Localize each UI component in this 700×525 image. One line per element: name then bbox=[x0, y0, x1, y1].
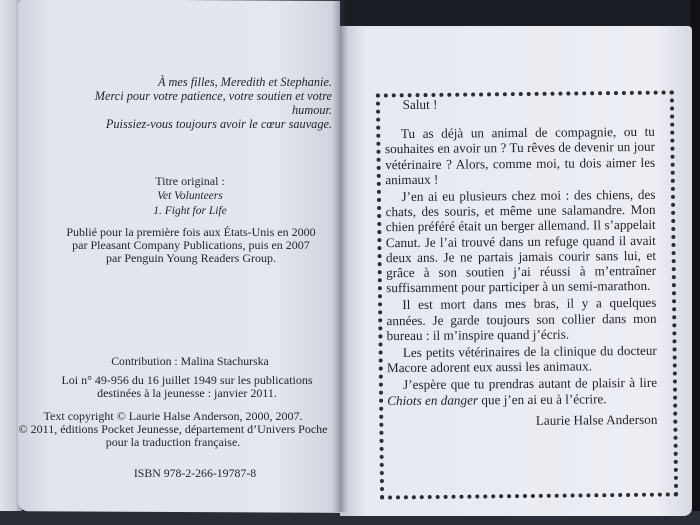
dedication bbox=[60, 75, 332, 131]
law-notice bbox=[42, 374, 332, 400]
letter-greeting: Salut ! bbox=[402, 96, 438, 113]
isbn: ISBN 978-2-266-19787-8 bbox=[133, 466, 257, 480]
letter-paragraph: Les petits vétérinaires de la clinique du docteur Macore adorent eux aussi les animaux. bbox=[386, 342, 657, 376]
publication-info bbox=[50, 226, 332, 265]
letter-paragraph: J’en ai eu plusieurs chez moi : des chiens, des chats, des souris, et même une salamandre. Mon chien préféré était un berger allemand. Il s’appelait Canut. Je l’ai trouvé dans un refuge quand il avait deux ans. Je ne partais jamais courir sans lui, et grâce à son soutien j’ai réussi à m’entraîner suffisamment pour participer à un semi-marathon. bbox=[385, 186, 657, 296]
dedication-line: Puissiez-vous toujours avoir le cœur sauvage. bbox=[105, 117, 332, 131]
letter-paragraph bbox=[387, 375, 657, 408]
original-title-label: Titre original : bbox=[155, 174, 225, 188]
original-book: 1. Fight for Life bbox=[153, 205, 227, 217]
dedication-line: Merci pour votre patience, votre soutien et votre humour. bbox=[94, 89, 332, 117]
copyright-line: pour la traduction française. bbox=[105, 435, 241, 449]
original-series: Vet Volunteers bbox=[157, 190, 223, 202]
copyright-line: Text copyright © Laurie Halse Anderson, 2000, 2007. bbox=[43, 409, 303, 423]
original-title bbox=[100, 174, 280, 219]
dedication-line: À mes filles, Meredith et Stephanie. bbox=[157, 75, 332, 89]
letter-paragraph: Tu as déjà un animal de compagnie, ou tu souhaites en avoir un ? Tu rêves de devenir un jour vétérinaire ? Alors, comme moi, tu dois aimer les animaux ! bbox=[384, 124, 656, 187]
book-title: Chiots en danger bbox=[387, 392, 479, 408]
contribution: Contribution : Malina Stachurska bbox=[111, 354, 269, 368]
publication-line: par Penguin Young Readers Group. bbox=[106, 251, 276, 265]
publication-line: par Pleasant Company Publications, puis en 2007 bbox=[72, 238, 310, 252]
copyright-line: © 2011, éditions Pocket Jeunesse, département d’Univers Poche bbox=[18, 422, 328, 436]
letter-paragraph: Il est mort dans mes bras, il y a quelques années. Je garde toujours son collier dans mon bureau : il m’inspire quand j’écris. bbox=[386, 295, 657, 344]
author-letter bbox=[385, 91, 658, 431]
publication-line: Publié pour la première fois aux États-Unis en 2000 bbox=[66, 225, 316, 239]
law-line: Loi n° 49-956 du 16 juillet 1949 sur les publications bbox=[61, 373, 313, 387]
law-line: destinées à la jeunesse : janvier 2011. bbox=[97, 386, 277, 400]
letter-text: J’espère que tu prendras autant de plaisir à lire bbox=[403, 375, 658, 393]
letter-text: que j’en ai eu à l’écrire. bbox=[478, 390, 607, 408]
letter-signature: Laurie Halse Anderson bbox=[535, 411, 658, 428]
copyright-notice bbox=[8, 410, 338, 449]
